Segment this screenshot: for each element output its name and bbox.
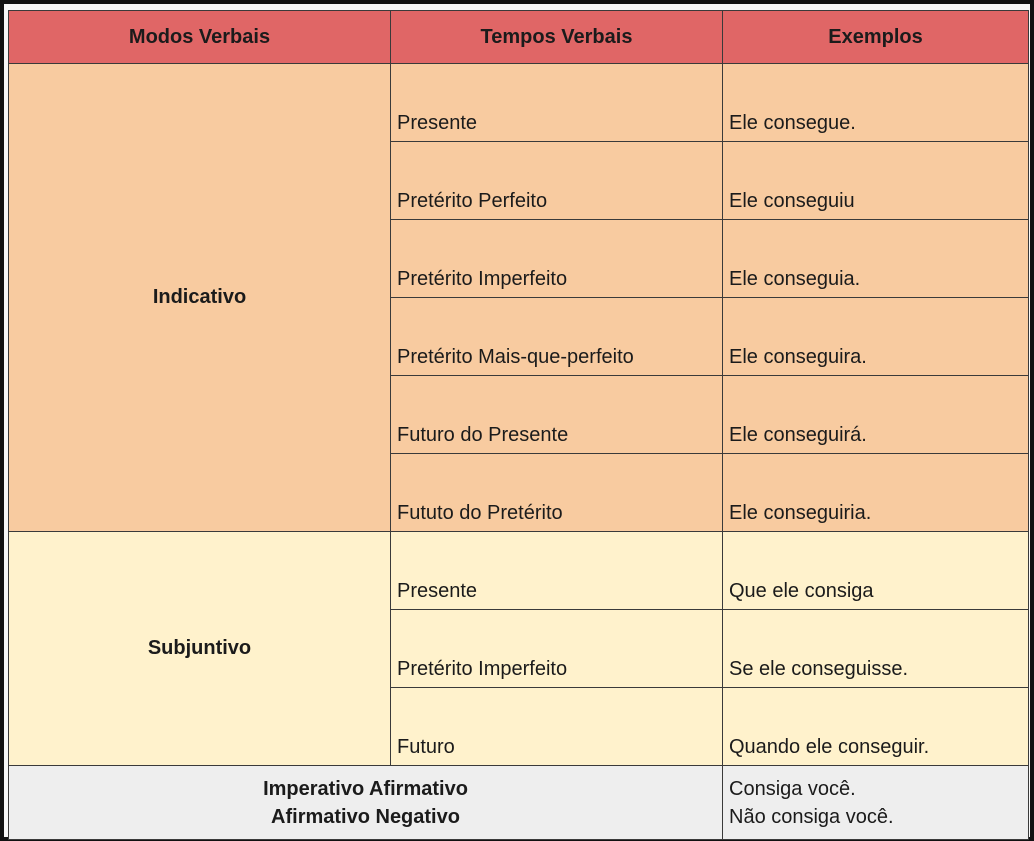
tempo-cell: Presente (391, 532, 723, 610)
exemplo-cell: Ele conseguira. (723, 298, 1029, 376)
verb-modes-table (8, 10, 1029, 840)
exemplo-cell: Que ele consiga (723, 532, 1029, 610)
mode-indicativo: Indicativo (9, 64, 391, 532)
imperativo-label-line2: Afirmativo Negativo (271, 805, 460, 828)
exemplo-cell: Ele conseguirá. (723, 376, 1029, 454)
imperativo-label-line1: Imperativo Afirmativo (263, 777, 468, 800)
header-row (9, 11, 1029, 64)
table-row (9, 766, 1029, 840)
mode-imperativo (9, 766, 723, 840)
tempo-cell: Pretérito Imperfeito (391, 220, 723, 298)
header-tempos-verbais: Tempos Verbais (391, 11, 723, 64)
imperativo-exemplo-line1: Consiga você. (729, 777, 856, 800)
tempo-cell: Fututo do Pretérito (391, 454, 723, 532)
exemplo-cell (723, 766, 1029, 840)
header-exemplos: Exemplos (723, 11, 1029, 64)
exemplo-cell: Ele conseguiu (723, 142, 1029, 220)
exemplo-cell: Ele conseguiria. (723, 454, 1029, 532)
table-row (9, 532, 1029, 610)
table-frame (4, 4, 1030, 837)
exemplo-cell: Se ele conseguisse. (723, 610, 1029, 688)
exemplo-cell: Ele consegue. (723, 64, 1029, 142)
tempo-cell: Futuro (391, 688, 723, 766)
exemplo-cell: Ele conseguia. (723, 220, 1029, 298)
table-row (9, 64, 1029, 142)
mode-subjuntivo: Subjuntivo (9, 532, 391, 766)
tempo-cell: Pretérito Perfeito (391, 142, 723, 220)
imperativo-exemplo-line2: Não consiga você. (729, 805, 894, 828)
tempo-cell: Pretérito Mais-que-perfeito (391, 298, 723, 376)
exemplo-cell: Quando ele conseguir. (723, 688, 1029, 766)
tempo-cell: Presente (391, 64, 723, 142)
tempo-cell: Futuro do Presente (391, 376, 723, 454)
tempo-cell: Pretérito Imperfeito (391, 610, 723, 688)
header-modos-verbais: Modos Verbais (9, 11, 391, 64)
